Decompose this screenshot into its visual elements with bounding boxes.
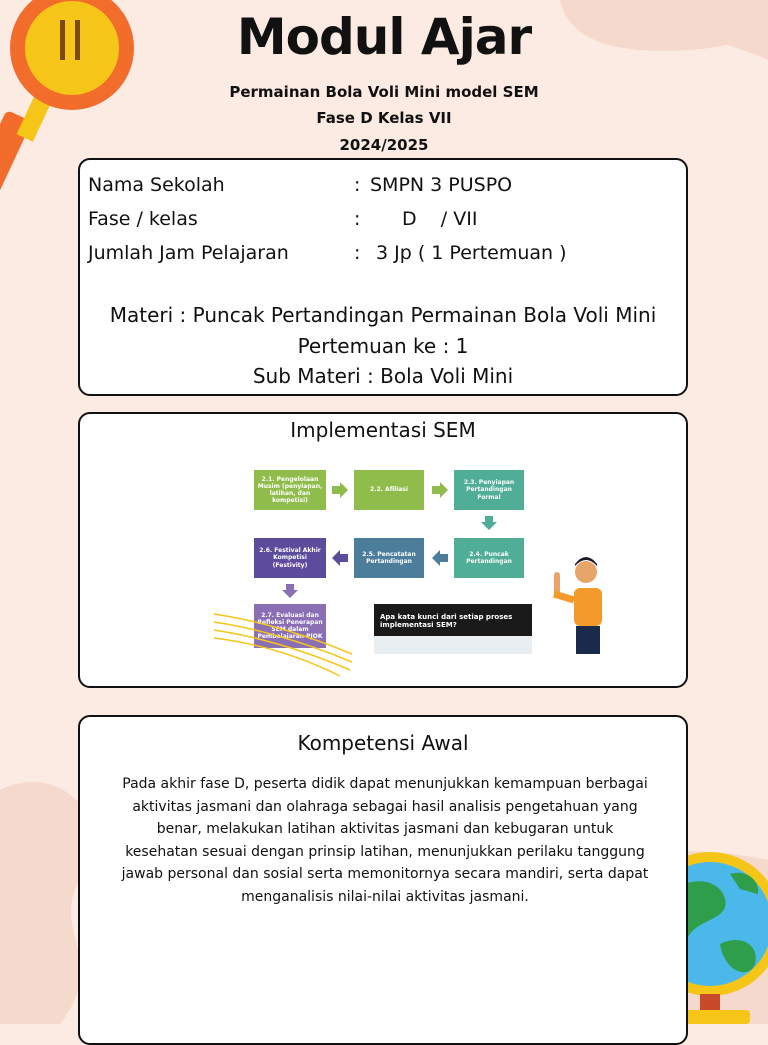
module-subtitle: Permainan Bola Voli Mini model SEM bbox=[229, 83, 539, 101]
phase-value: D / VII bbox=[402, 208, 478, 230]
school-value: SMPN 3 PUSPO bbox=[370, 174, 513, 196]
phase-label: Fase / kelas bbox=[88, 208, 198, 230]
phase-class: Fase D Kelas VII bbox=[316, 109, 452, 127]
implementation-card bbox=[78, 412, 688, 688]
hours-value: 3 Jp ( 1 Pertemuan ) bbox=[376, 242, 567, 264]
step-box: 2.3. Penyiapan Pertandingan Formal bbox=[454, 470, 524, 510]
step-box: 2.6. Festival Akhir Kompetisi (Festivity) bbox=[254, 538, 326, 578]
step-box: 2.1. Pengelolaan Musim (penyiapan, latihan, dan kompetisi) bbox=[254, 470, 326, 510]
flow-arrows bbox=[80, 414, 690, 690]
implementation-title: Implementasi SEM bbox=[290, 418, 476, 442]
info-card bbox=[78, 158, 688, 396]
school-label: Nama Sekolah bbox=[88, 174, 225, 196]
material-text: Materi : Puncak Pertandingan Permainan Bola Voli Mini bbox=[109, 303, 657, 327]
hours-label: Jumlah Jam Pelajaran bbox=[88, 242, 289, 264]
colon: : bbox=[354, 208, 361, 230]
colon: : bbox=[354, 174, 361, 196]
competency-card bbox=[78, 715, 688, 1045]
step-box: 2.4. Puncak Pertandingan bbox=[454, 538, 524, 578]
sub-material-text: Sub Materi : Bola Voli Mini bbox=[252, 364, 514, 388]
meeting-text: Pertemuan ke : 1 bbox=[297, 334, 469, 358]
step-box: 2.7. Evaluasi dan Refleksi Penerapan SEM dalam Pembelajaran PJOK bbox=[254, 604, 326, 648]
step-box: 2.2. Afiliasi bbox=[354, 470, 424, 510]
competency-text: Pada akhir fase D, peserta didik dapat menunjukkan kemampuan berbagai aktivitas jasmani dan olahraga sebagai hasil analisis pengetahuan yang benar, melakukan latihan aktivitas jasmani dan kebugaran untuk kesehatan sesuai dengan prinsip latihan, menunjukkan perilaku tanggung jawab personal dan sosial serta memonitornya secara mandiri, serta dapat menganalisis nilai-nilai aktivitas jasmani. bbox=[121, 776, 649, 905]
page-title: Modul Ajar bbox=[236, 8, 532, 66]
question-box: Apa kata kunci dari setiap proses implementasi SEM? bbox=[380, 612, 513, 629]
colon: : bbox=[354, 242, 361, 264]
step-box: 2.5. Pencatatan Pertandingan bbox=[354, 538, 424, 578]
school-year: 2024/2025 bbox=[339, 136, 429, 154]
competency-title: Kompetensi Awal bbox=[297, 731, 469, 755]
